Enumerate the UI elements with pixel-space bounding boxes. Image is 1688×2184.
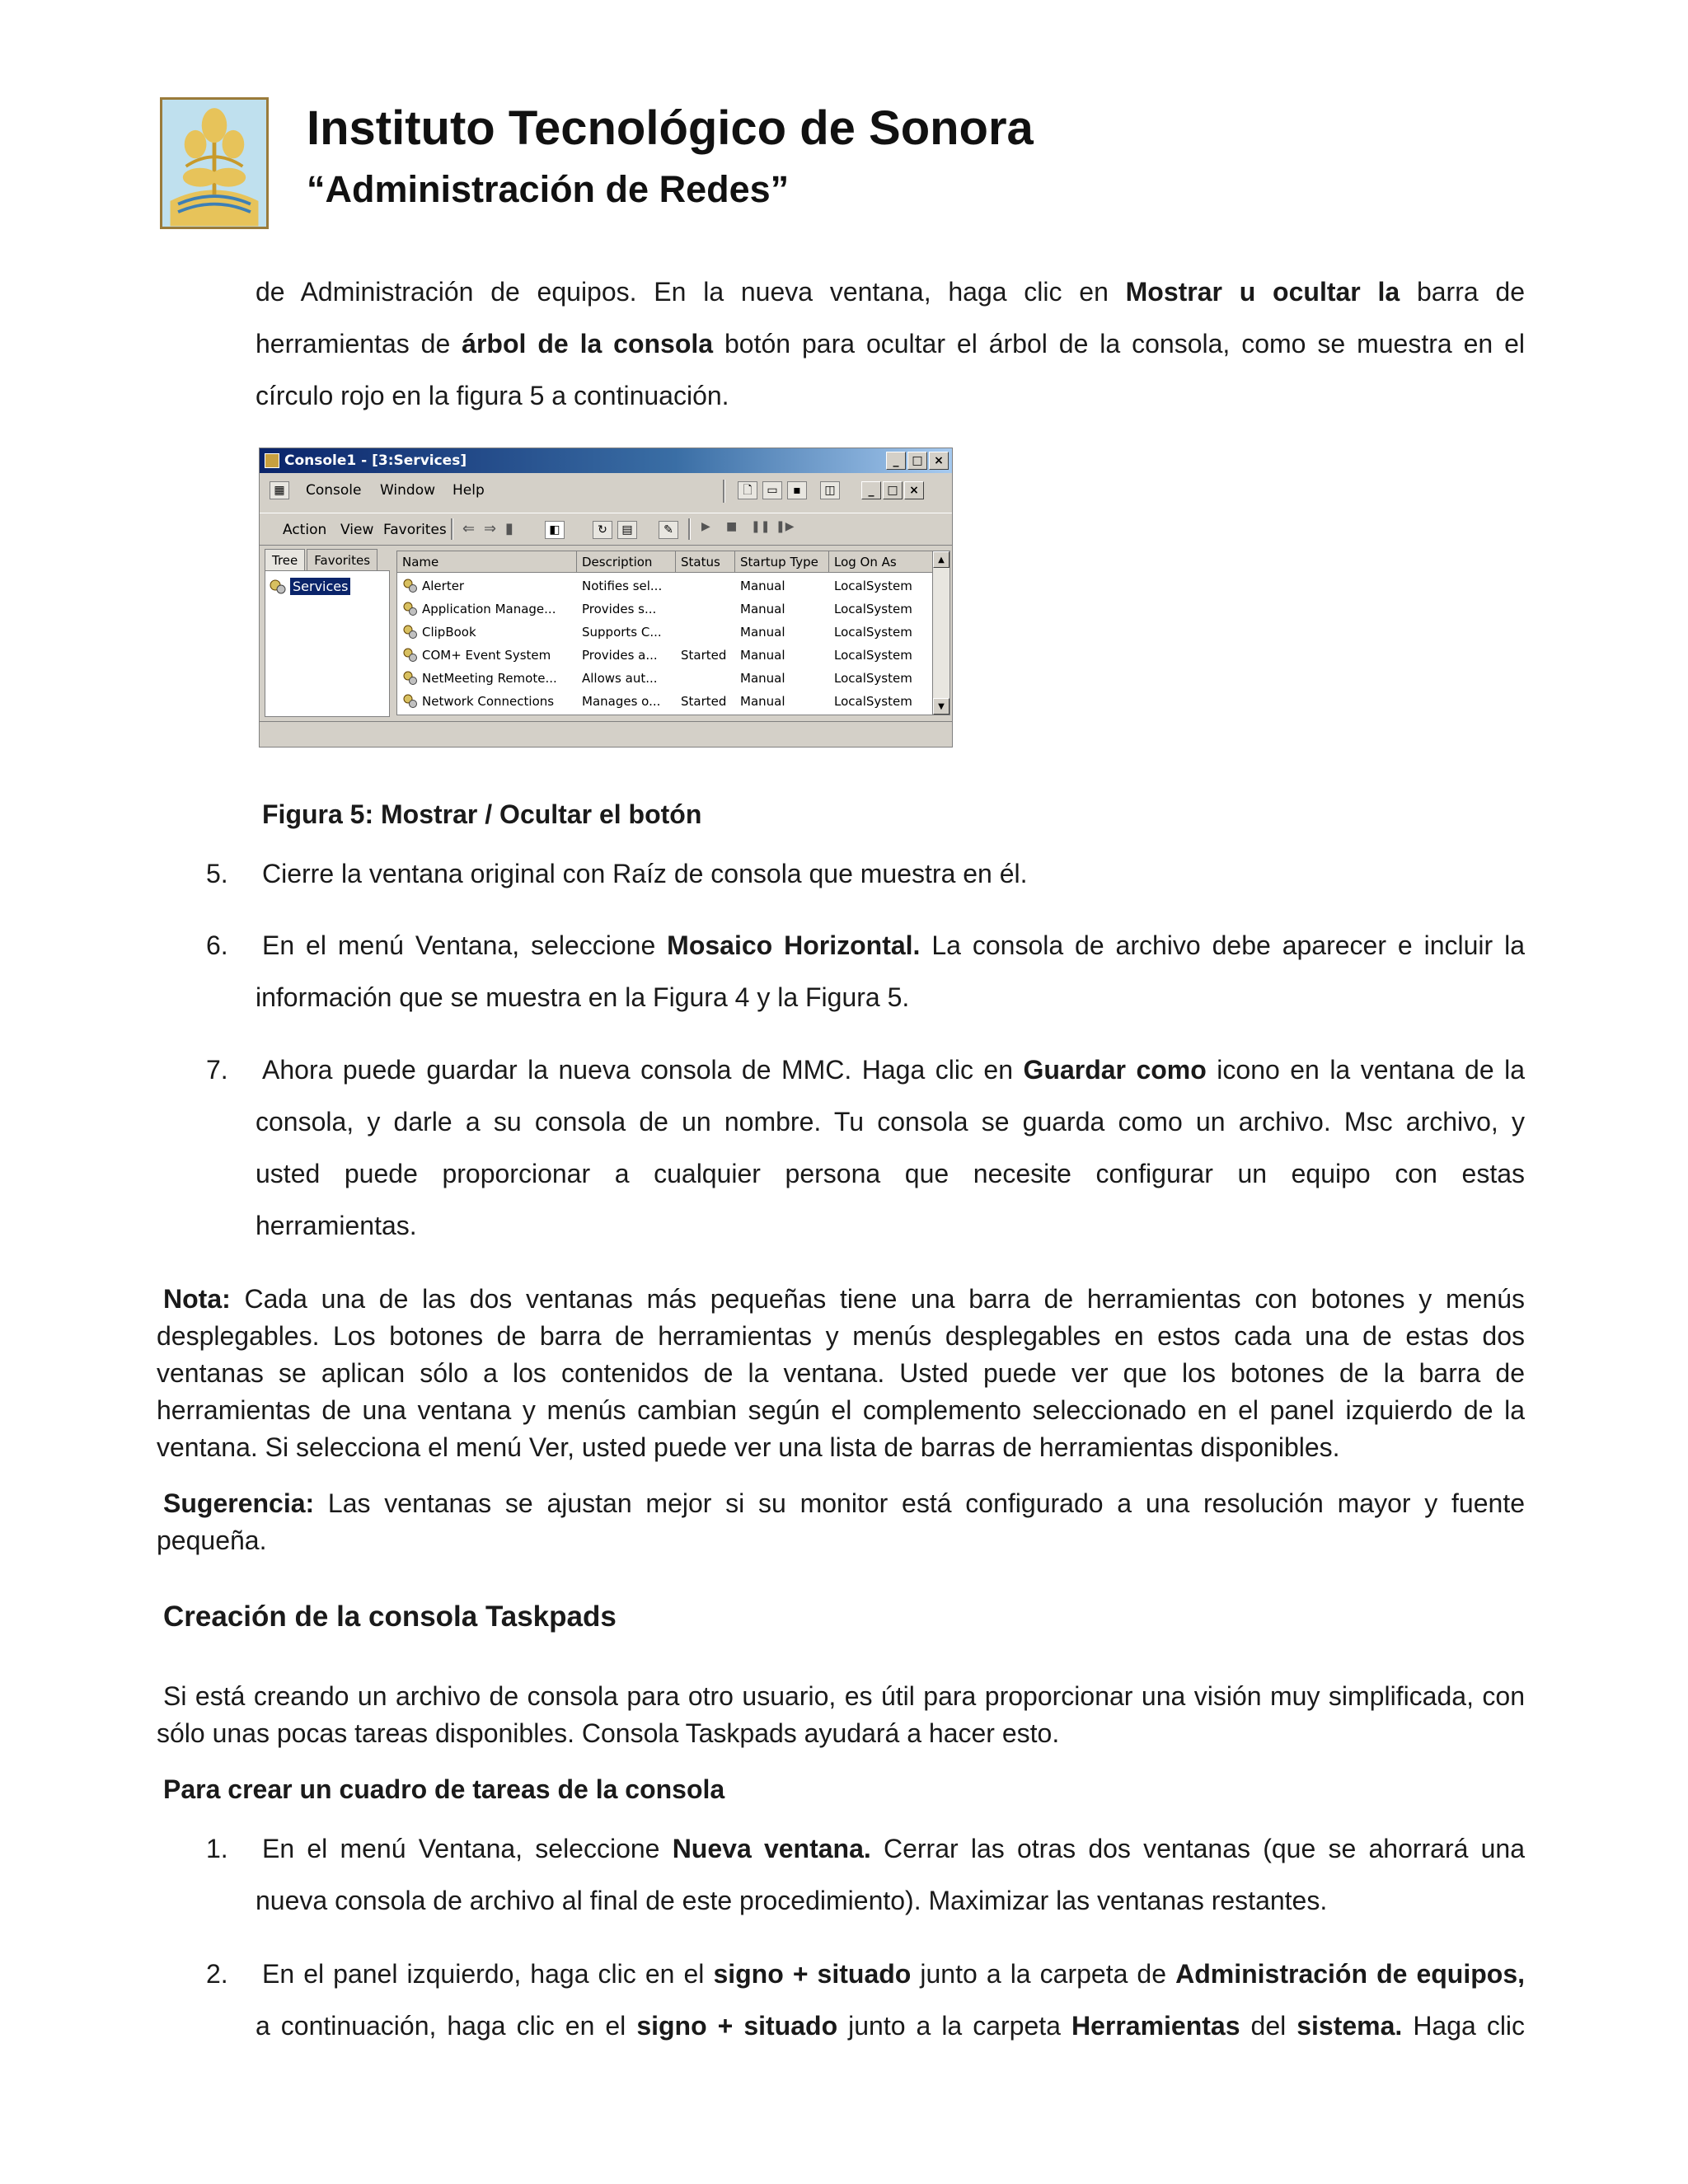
window-title: Console1 - [3:Services]	[284, 452, 467, 469]
action-toolbar	[260, 513, 952, 546]
show-hide-console-tree-icon: ◧	[545, 521, 565, 539]
tree-item-services: Services	[269, 578, 350, 595]
figure-caption: Figura 5: Mostrar / Ocultar el botón	[262, 799, 702, 829]
column-status: Status	[676, 551, 735, 573]
institute-logo	[160, 97, 269, 229]
menu-console: Console	[306, 482, 362, 499]
service-gear-icon	[402, 578, 419, 594]
save-icon: ▪	[787, 481, 807, 499]
new-file-icon: 🗋	[738, 481, 757, 499]
pause-icon: ❚❚	[751, 520, 771, 533]
section-paragraph: Si está creando un archivo de consola para otro usuario, es útil para proporcionar una visión muy simplificada, con sólo unas pocas tareas disponibles. Consola Taskpads ayudará a hacer esto.	[157, 1681, 1525, 1748]
column-name: Name	[397, 551, 577, 573]
lotus-emblem-icon	[162, 100, 266, 227]
table-row: Alerter Notifies sel... Manual LocalSystem	[397, 574, 950, 598]
menu-view: View	[340, 522, 374, 538]
child-minimize-icon: _	[861, 481, 881, 499]
maximize-icon: □	[907, 452, 927, 470]
step-5-number: 5.	[206, 859, 228, 888]
task-2-number: 2.	[206, 1959, 228, 1989]
service-gear-icon	[402, 647, 419, 663]
task-2-line-1: En el panel izquierdo, haga clic en el signo + situado junto a la carpeta de Administración de equipos,	[262, 1959, 1526, 1989]
task-1-line-1: En el menú Ventana, seleccione Nueva ventana. Cerrar las otras dos ventanas (que se ahorrará una	[262, 1834, 1526, 1863]
table-row: Network Connections Manages o... Started Manual LocalSystem	[397, 690, 950, 713]
window-titlebar	[260, 448, 952, 473]
properties-icon: ✎	[659, 521, 678, 539]
step-7-number: 7.	[206, 1055, 228, 1085]
column-description: Description	[577, 551, 676, 573]
child-restore-icon: □	[883, 481, 903, 499]
mmc-app-icon	[265, 453, 279, 468]
child-close-icon: ×	[904, 481, 924, 499]
open-folder-icon: ▭	[762, 481, 782, 499]
task-1-number: 1.	[206, 1834, 228, 1863]
tab-favorites: Favorites	[307, 549, 377, 571]
service-gear-icon	[402, 670, 419, 687]
scroll-down-icon: ▼	[933, 698, 950, 715]
task-2-line-2: a continuación, haga clic en el signo + situado junto a la carpeta Herramientas del sistema. Haga clic	[256, 2011, 1526, 2041]
step-7-line-1: Ahora puede guardar la nueva consola de MMC. Haga clic en Guardar como icono en la ventana de la	[262, 1055, 1526, 1085]
table-row: Application Manage... Provides s... Manual LocalSystem	[397, 598, 950, 621]
task-1-line-2: nueva consola de archivo al final de este procedimiento). Maximizar las ventanas restantes.	[256, 1886, 1328, 1915]
service-gear-icon	[402, 693, 419, 710]
menu-action: Action	[283, 522, 327, 538]
console-icon: ▦	[270, 481, 289, 499]
close-icon: ×	[929, 452, 949, 470]
intro-line-1: de Administración de equipos. En la nueva ventana, haga clic en Mostrar u ocultar la barra de	[256, 277, 1526, 307]
new-window-icon: ◫	[820, 481, 840, 499]
step-7-line-4: herramientas.	[256, 1211, 417, 1240]
step-5-text: Cierre la ventana original con Raíz de consola que muestra en él.	[262, 859, 1028, 888]
console-tree-pane	[263, 549, 395, 719]
step-7-line-2: consola, y darle a su consola de un nombre. Tu consola se guarda como un archivo. Msc archivo, y	[256, 1107, 1525, 1137]
table-row: ClipBook Supports C... Manual LocalSystem	[397, 621, 950, 644]
intro-line-2: herramientas de árbol de la consola botón para ocultar el árbol de la consola, como se muestra en el	[256, 329, 1526, 359]
back-arrow-icon: ⇐	[462, 520, 476, 537]
refresh-icon: ↻	[593, 521, 612, 539]
column-log-on-as: Log On As	[829, 551, 935, 573]
stop-icon: ■	[726, 520, 738, 533]
menu-window: Window	[380, 482, 436, 499]
console-window-screenshot	[259, 448, 953, 748]
step-6-line-2: información que se muestra en la Figura 4 y la Figura 5.	[256, 982, 910, 1012]
up-folder-icon: ▮	[505, 520, 513, 537]
table-row: COM+ Event System Provides a... Started Manual LocalSystem	[397, 644, 950, 667]
course-title: “Administración de Redes”	[307, 168, 790, 210]
export-list-icon: ▤	[617, 521, 637, 539]
tip-paragraph: Sugerencia: Las ventanas se ajustan mejor si su monitor está configurado a una resolución mayor y fuente pequeña.	[157, 1488, 1525, 1555]
institute-title: Instituto Tecnológico de Sonora	[307, 101, 1034, 155]
console-menubar	[260, 476, 952, 506]
services-gear-icon	[269, 579, 287, 595]
note-paragraph: Nota: Cada una de las dos ventanas más pequeñas tiene una barra de herramientas con botones y menús desplegables. Los botones de barra de herramientas y menús desplegables en estos cada una de estas dos ventanas se aplican sólo a los contenidos de la ventana. Usted puede ver que los botones de la barra de herramientas de una ventana y menús cambian según el complemento seleccionado en el panel izquierdo de la ventana. Si selecciona el menú Ver, usted puede ver una lista de barras de herramientas disponibles.	[157, 1284, 1525, 1462]
service-gear-icon	[402, 601, 419, 617]
step-6-number: 6.	[206, 930, 228, 960]
column-startup-type: Startup Type	[735, 551, 829, 573]
play-icon: ▶	[701, 520, 710, 533]
forward-arrow-icon: ⇒	[484, 520, 497, 537]
menu-help: Help	[452, 482, 485, 499]
procedure-subheading: Para crear un cuadro de tareas de la consola	[163, 1774, 725, 1804]
menu-favorites: Favorites	[383, 522, 447, 538]
services-list	[396, 551, 950, 715]
minimize-icon: _	[886, 452, 906, 470]
tab-tree: Tree	[265, 549, 305, 571]
scroll-up-icon: ▲	[933, 551, 950, 568]
restart-icon: ❚▶	[776, 520, 795, 533]
service-gear-icon	[402, 624, 419, 640]
step-6-line-1: En el menú Ventana, seleccione Mosaico Horizontal. La consola de archivo debe aparecer e incluir la	[262, 930, 1525, 960]
table-row: NetMeeting Remote... Allows aut... Manual LocalSystem	[397, 667, 950, 690]
intro-line-3: círculo rojo en la figura 5 a continuación.	[256, 381, 729, 410]
status-bar	[260, 721, 952, 747]
section-heading: Creación de la consola Taskpads	[163, 1601, 617, 1633]
vertical-scrollbar	[932, 551, 950, 715]
step-7-line-3: usted puede proporcionar a cualquier persona que necesite configurar un equipo con estas	[256, 1159, 1525, 1188]
